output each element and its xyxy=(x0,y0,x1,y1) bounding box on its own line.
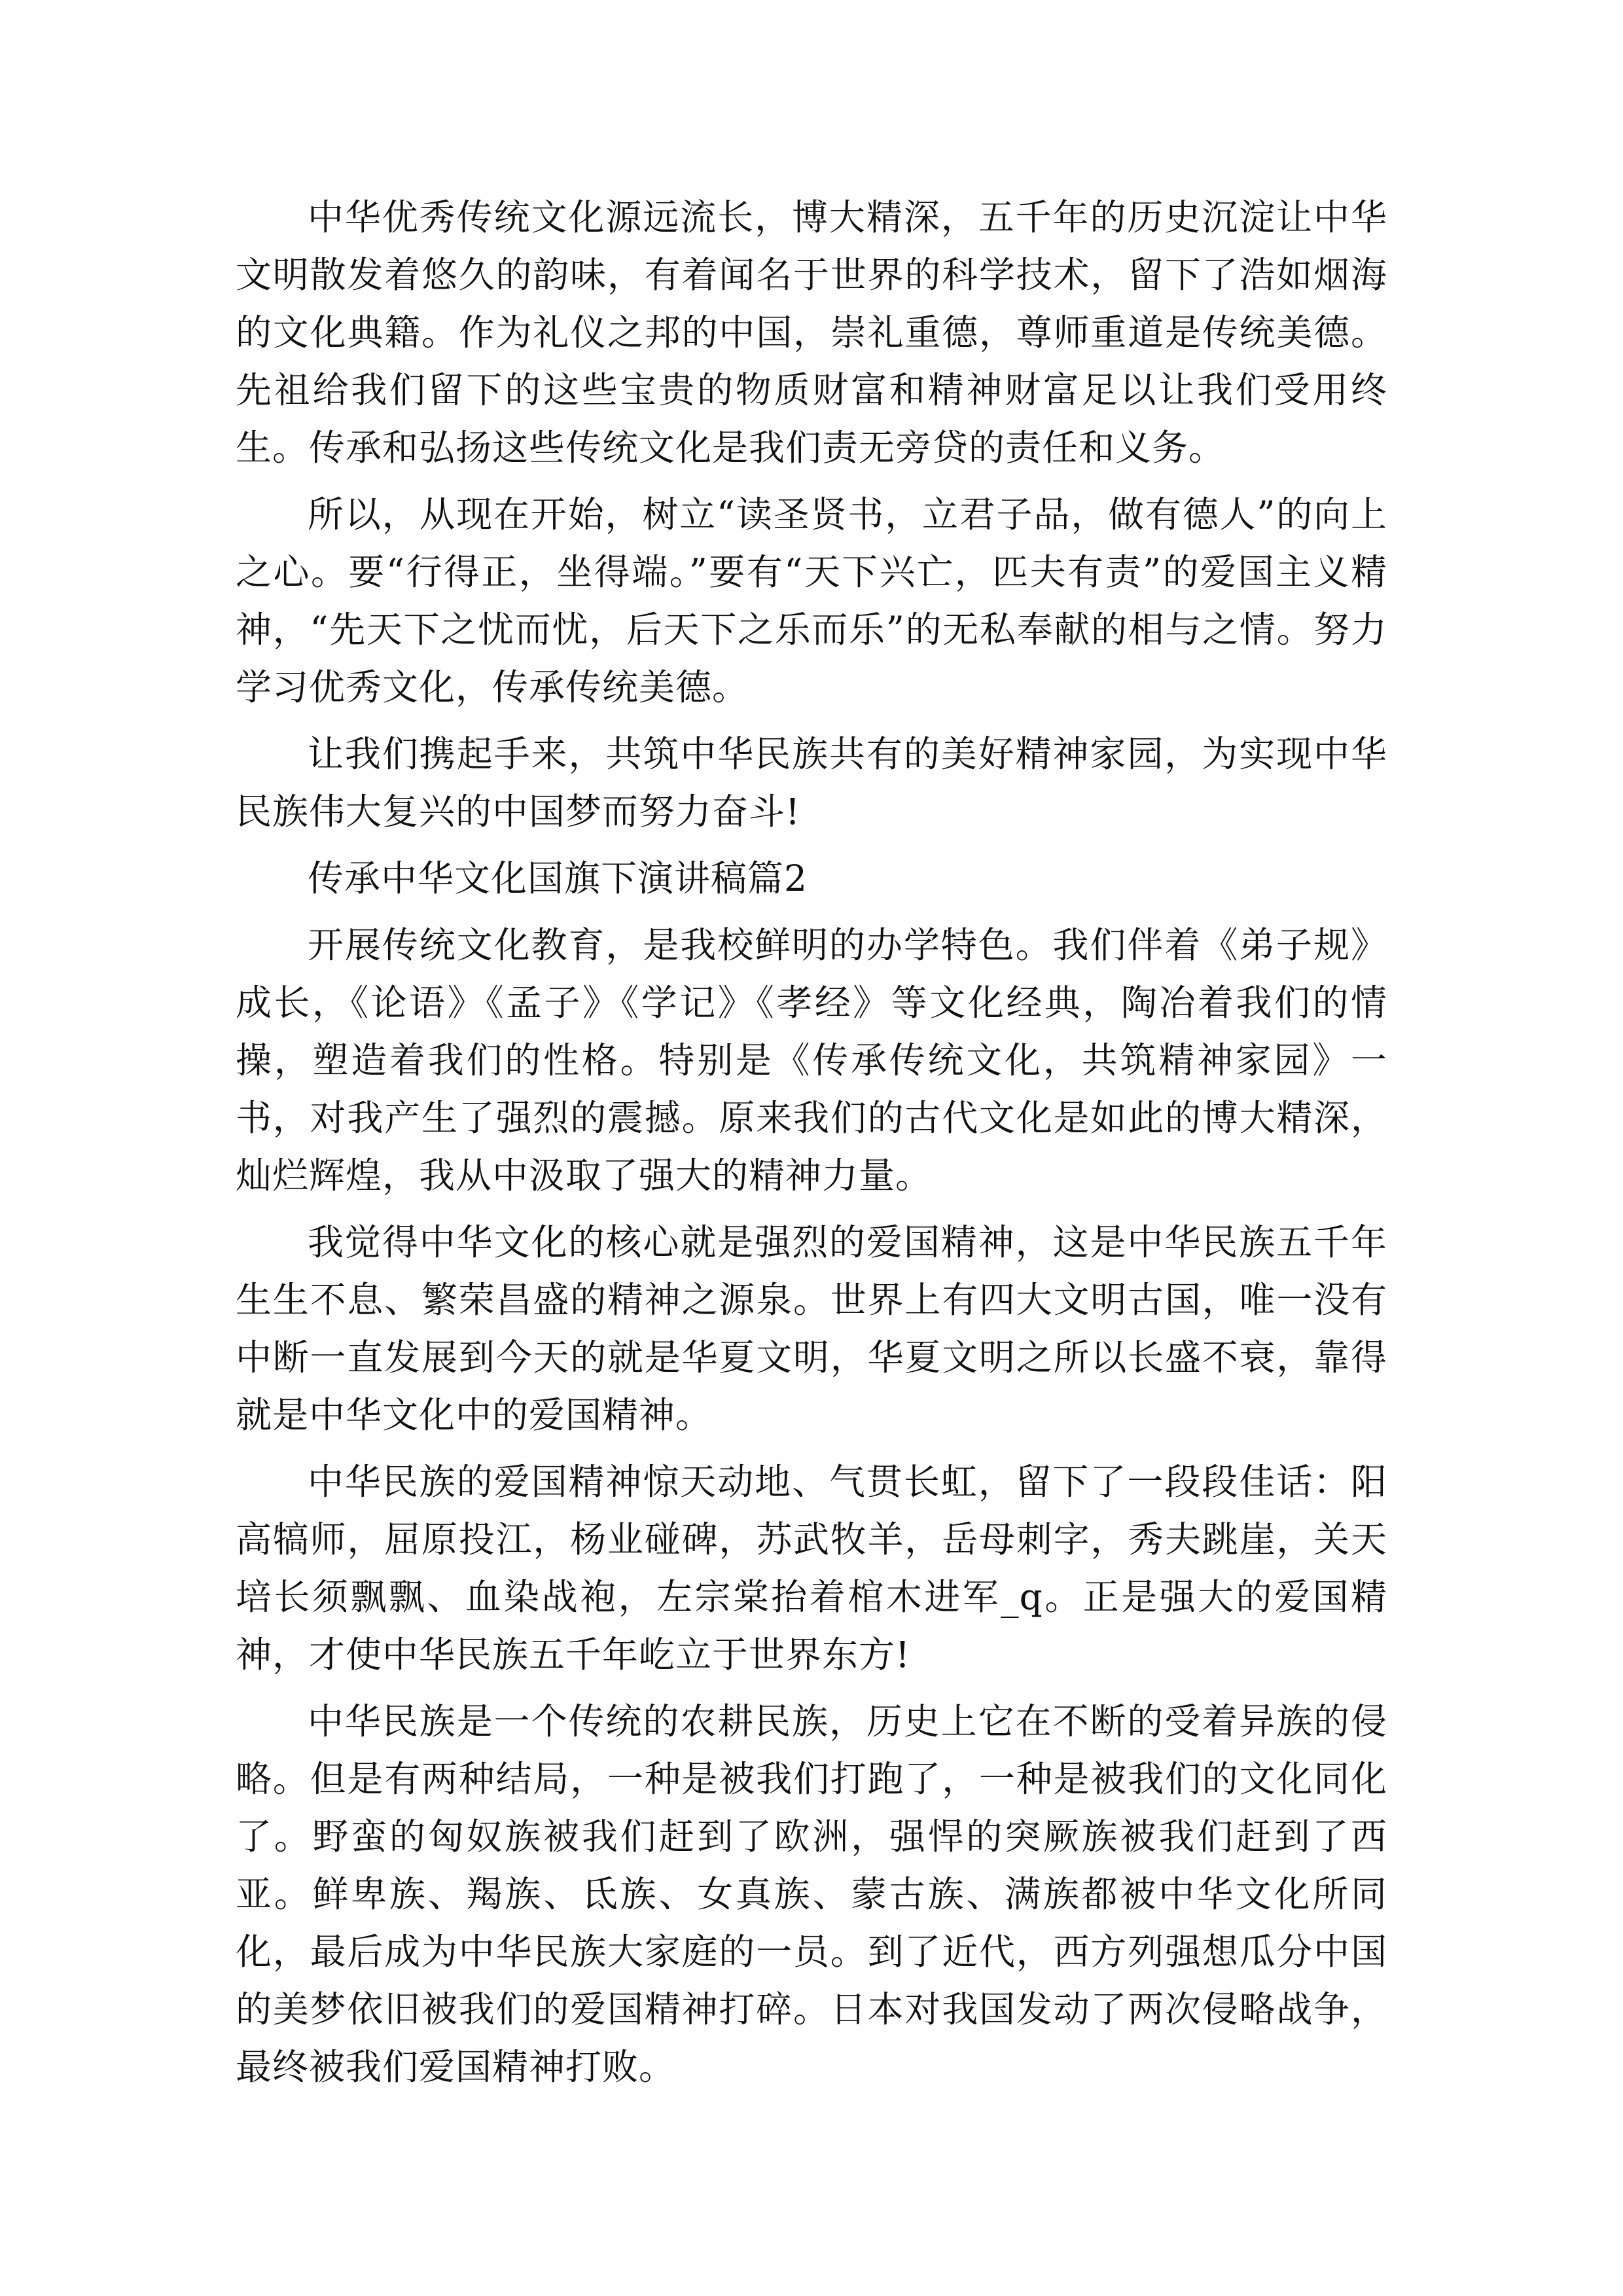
paragraph: 中华优秀传统文化源远流长，博大精深，五千年的历史沉淀让中华文明散发着悠久的韵味，有着闻名于世界的科学技术，留下了浩如烟海的文化典籍。作为礼仪之邦的中国，崇礼重德，尊师重道是传统美德。先祖给我们留下的这些宝贵的物质财富和精神财富足以让我们受用终生。传承和弘扬这些传统文化是我们责无旁贷的责任和义务。 xyxy=(236,196,1387,469)
document-body xyxy=(236,188,1387,2105)
paragraph: 我觉得中华文化的核心就是强烈的爱国精神，这是中华民族五千年生生不息、繁荣昌盛的精神之源泉。世界上有四大文明古国，唯一没有中断一直发展到今天的就是华夏文明，华夏文明之所以长盛不衰，靠得就是中华文化中的爱国精神。 xyxy=(236,1221,1387,1436)
paragraph: 中华民族的爱国精神惊天动地、气贯长虹，留下了一段段佳话：阳高犒师，屈原投江，杨业碰碑，苏武牧羊，岳母刺字，秀夫跳崖，关天培长须飘飘、血染战袍，左宗棠抬着棺木进军_q。正是强大的爱国精神，才使中华民族五千年屹立于世界东方! xyxy=(236,1461,1387,1676)
paragraph: 所以，从现在开始，树立“读圣贤书，立君子品，做有德人”的向上之心。要“行得正，坐得端。”要有“天下兴亡，匹夫有责”的爱国主义精神，“先天下之忧而忧，后天下之乐而乐”的无私奉献的相与之情。努力学习优秀文化，传承传统美德。 xyxy=(236,493,1387,708)
section-title: 传承中华文化国旗下演讲稿篇2 xyxy=(308,857,808,899)
paragraph: 开展传统文化教育，是我校鲜明的办学特色。我们伴着《弟子规》成长，《论语》《孟子》《学记》《孝经》等文化经典，陶冶着我们的情操，塑造着我们的性格。特别是《传承传统文化，共筑精神家园》一书，对我产生了强烈的震撼。原来我们的古代文化是如此的博大精深，灿烂辉煌，我从中汲取了强大的精神力量。 xyxy=(236,924,1387,1196)
paragraph: 让我们携起手来，共筑中华民族共有的美好精神家园，为实现中华民族伟大复兴的中国梦而努力奋斗! xyxy=(236,733,1387,833)
paragraph: 中华民族是一个传统的农耕民族，历史上它在不断的受着异族的侵略。但是有两种结局，一种是被我们打跑了，一种是被我们的文化同化了。野蛮的匈奴族被我们赶到了欧洲，强悍的突厥族被我们赶到了西亚。鲜卑族、羯族、氐族、女真族、蒙古族、满族都被中华文化所同化，最后成为中华民族大家庭的一员。到了近代，西方列强想瓜分中国的美梦依旧被我们的爱国精神打碎。日本对我国发动了两次侵略战争，最终被我们爱国精神打败。 xyxy=(236,1700,1387,2088)
